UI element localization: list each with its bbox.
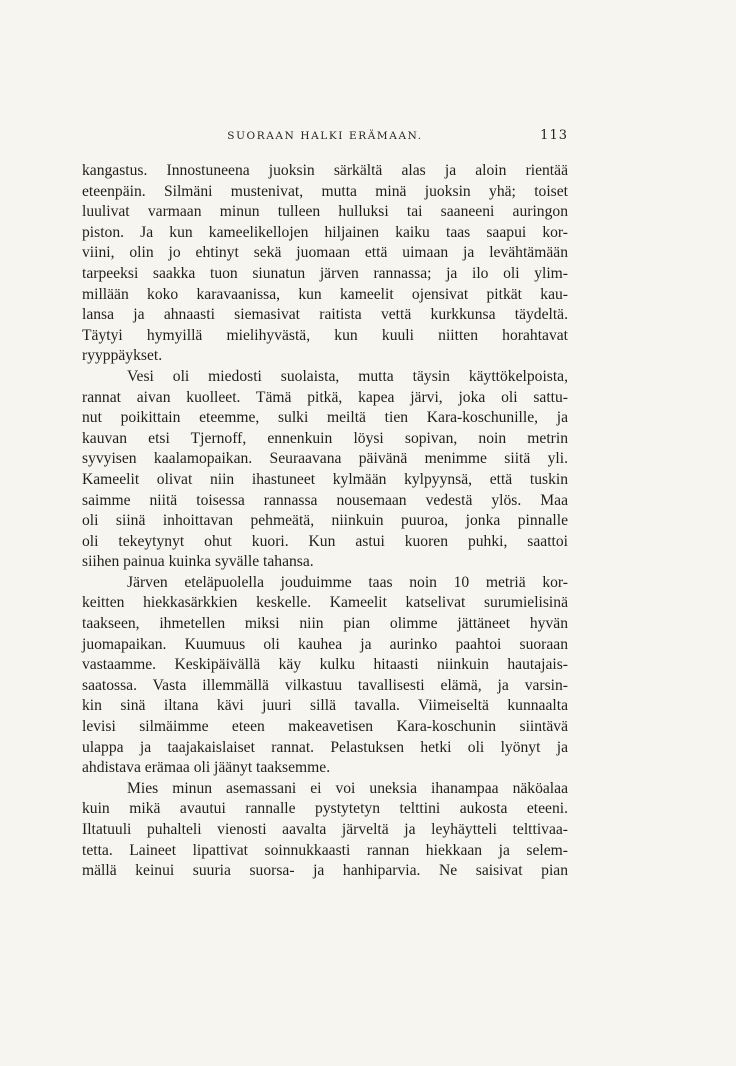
text-line: syvyisen kaalamopaikan. Seuraavana päivänä menimme siitä yli. [82, 450, 568, 468]
text-line: ryyppäykset. [82, 347, 163, 365]
text-line: levisi silmäimme eteen makeavetisen Kara-koschunin siintävä [82, 718, 568, 736]
text-line: Järven eteläpuolella jouduimme taas noin 10 metriä kor- [127, 573, 568, 591]
text-line: Vesi oli miedosti suolaista, mutta täysin käyttökelpoista, [127, 367, 568, 385]
text-line: rannat aivan kuolleet. Tämä pitkä, kapea järvi, joka oli sattu- [82, 388, 568, 406]
text-line: tarpeeksi saakka tuon siunatun järven rannassa; ja ilo oli ylim- [82, 264, 568, 282]
text-line: juomapaikan. Kuumuus oli kauhea ja aurinko paahtoi suoraan [82, 635, 568, 653]
text-line: siihen painua kuinka syvälle tahansa. [82, 553, 314, 571]
text-line: millään koko karavaanissa, kun kameelit ojensivat pitkät kau- [82, 285, 568, 303]
paragraph [82, 161, 568, 367]
paragraph [82, 367, 568, 573]
text-line: Täytyi hymyillä mielihyvästä, kun kuuli niitten horahtavat [82, 326, 568, 344]
text-line: ahdistava erämaa oli jäänyt taaksemme. [82, 759, 331, 777]
text-line: kauvan etsi Tjernoff, ennenkuin löysi sopivan, noin metrin [82, 429, 568, 447]
text-line: kangastus. Innostuneena juoksin särkältä alas ja aloin rientää [82, 162, 568, 179]
text-line: luulivat varmaan minun tulleen hulluksi tai saaneeni auringon [82, 203, 568, 221]
text-line: oli siinä inhoittavan pehmeätä, niinkuin puuroa, jonka pinnalle [82, 512, 568, 530]
text-line: eteenpäin. Silmäni mustenivat, mutta minä juoksin yhä; toiset [82, 182, 568, 200]
page-number: 113 [540, 128, 568, 143]
running-title: SUORAAN HALKI ERÄMAAN. [227, 130, 423, 142]
text-line: piston. Ja kun kameelikellojen hiljainen kaiku taas saapui kor- [82, 223, 568, 241]
text-line: Iltatuuli puhalteli vienosti aavalta järveltä ja leyhäytteli telttivaa- [82, 821, 568, 838]
text-line: viini, olin jo ehtinyt sekä juomaan että uimaan ja levähtämään [82, 244, 568, 262]
body-text [82, 161, 568, 882]
paragraph [82, 779, 568, 882]
paragraph [82, 573, 568, 779]
text-line: keitten hiekkasärkkien keskelle. Kameelit katselivat surumielisinä [82, 594, 568, 612]
text-line: ulappa ja taajakaislaiset rannat. Pelastuksen hetki oli lyönyt ja [82, 738, 568, 756]
text-line: lansa ja ahnaasti siemasivat raitista vettä kurkkunsa täydeltä. [82, 306, 568, 324]
text-line: oli tekeytynyt ohut kuori. Kun astui kuoren puhki, saattoi [82, 532, 568, 550]
running-head [82, 130, 568, 150]
text-line: saatossa. Vasta illemmällä vilkastuu tavallisesti elämä, ja varsin- [82, 676, 568, 694]
text-line: kin sinä iltana kävi juuri sillä tavalla. Viimeiseltä kunnaalta [82, 697, 568, 715]
text-line: Mies minun asemassani ei voi uneksia ihanampaa näköalaa [127, 779, 568, 797]
text-line: kuin mikä avautui rannalle pystytetyn telttini aukosta eteeni. [82, 800, 568, 818]
text-line: Kameelit olivat niin ihastuneet kylmään kylpyynsä, että tuskin [82, 470, 568, 488]
text-line: saimme niitä toisessa rannassa nousemaan vedestä ylös. Maa [82, 491, 568, 509]
text-line: nut poikittain eteemme, sulki meiltä tien Kara-koschunille, ja [82, 409, 568, 427]
text-line: vastaamme. Keskipäivällä käy kulku hitaasti niinkuin hautajais- [82, 656, 568, 674]
text-line: taakseen, ihmetellen miksi niin pian olimme jättäneet hyvän [82, 615, 568, 633]
text-line: tetta. Laineet lipattivat soinnukkaasti rannan hiekkaan ja selem- [82, 841, 568, 859]
text-line: mällä keinui suuria suorsa- ja hanhiparvia. Ne saisivat pian [82, 862, 568, 880]
